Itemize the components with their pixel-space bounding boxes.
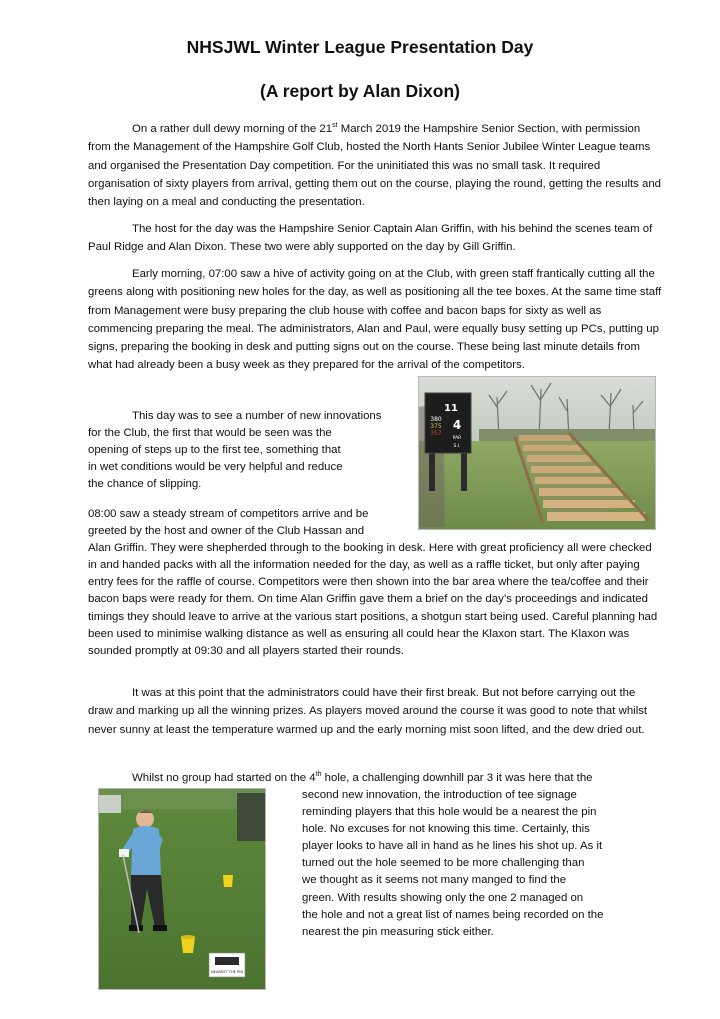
- innovations-line: This day was to see a number of new innovations: [132, 410, 382, 422]
- innovations-line: in wet conditions would be very helpful and reduce: [88, 461, 343, 474]
- photo-first-tee-steps: [418, 376, 656, 530]
- tee-bucket-icon: [181, 935, 195, 953]
- arrival-line: 08:00 saw a steady stream of competitors arrive and be: [88, 508, 369, 520]
- intro-superscript: st: [332, 122, 338, 129]
- fourth-hole-line: the hole and not a great list of names being recorded on the: [302, 908, 604, 921]
- fourth-hole-line: player looks to have all in hand as he lines his shot up. As it: [302, 840, 603, 853]
- fourth-hole-line: nearest the pin measuring stick either.: [302, 925, 494, 938]
- paragraph-innovations: [88, 408, 408, 493]
- first-tee-steps-illustration: [419, 377, 655, 529]
- tee-sign-hole-number: 11: [444, 403, 458, 414]
- tee-sign-yardage: 357: [430, 430, 442, 437]
- tee-sign-par: 4: [452, 418, 462, 432]
- arrival-text: Alan Griffin. They were shepherded through to the booking in desk. Here with great proficiency all were checked in and handed packs with all the information needed for the day, as well as a raffle ticket, but only after paying entry fees for the raffle of course. Competitors were then shown into the bar area where the tea/coffee and their bacon baps were ready for them. On time Alan Griffin gave them a brief on the day’s proceedings and indicated timings they should leave to arrive at the various start positions, a shotgun start being used. Careful planning had been used to minimise walking distance as well as ensuring all could hear the Klaxon start. The Klaxon was sounded promptly at 09:30 and all players started their rounds.: [88, 542, 658, 657]
- fourth-hole-line: we thought as it seems not many manged to find the: [302, 874, 567, 887]
- intro-text-b: March 2019 the Hampshire Senior Section, with permission from the Management of the Hampshire Golf Club, hosted the North Hants Senior Jubilee Winter League teams and organised the Presentation Day competition. For the uninitiated this was no small task. It required organisation of sixty players from arrival, getting them out on the course, playing the round, getting the results and then laying on a meal and conducting the presentation.: [88, 123, 662, 209]
- fourth-hole-line: hole. No excuses for not knowing this time. Certainly, this: [302, 823, 590, 836]
- tee-sign-si-label: S.I.: [453, 444, 461, 449]
- paragraph-early-morning: Early morning, 07:00 saw a hive of activity going on at the Club, with green staff frantically cutting all the greens along with positioning new holes for the day, as well as positioning all the tee boxes. At the same time staff from Management were busy preparing the club house with coffee and bacon baps for sixty as well as commencing preparing the meal. The administrators, Alan and Paul, were equally busy setting up PCs, putting up signs, preparing the booking in desk and putting signs out on the course. These being last minute details from what had already been a busy week as they prepared for the arrival of the competitors.: [88, 268, 662, 372]
- fourth-hole-text-a: Whilst no group had started on the 4: [132, 772, 316, 784]
- arrival-line: greeted by the host and owner of the Club Hassan and: [88, 525, 365, 538]
- paragraph-host: The host for the day was the Hampshire Senior Captain Alan Griffin, with his behind the scenes team of Paul Ridge and Alan Dixon. These two were ably supported on the day by Gill Griffin.: [88, 223, 653, 254]
- fourth-hole-line: second new innovation, the introduction of tee signage: [302, 789, 577, 801]
- intro-text-a: On a rather dull dewy morning of the 21: [132, 123, 333, 135]
- paragraph-fourth-hole-intro: [88, 769, 662, 787]
- nearest-pin-sign: [209, 953, 245, 977]
- paragraph-break: It was at this point that the administrators could have their first break. But not before carrying out the draw and marking up all the winning prizes. As players moved around the course it was good to note that whilst never sunny at least the temperature warmed up and the early morning mist soon lifted, and the dew dried out.: [88, 687, 648, 736]
- fourth-hole-line: reminding players that this hole would be a nearest the pin: [302, 806, 597, 819]
- fourth-hole-superscript: th: [315, 771, 322, 778]
- innovations-line: opening of steps up to the first tee, something that: [88, 444, 341, 457]
- page-subtitle: (A report by Alan Dixon): [260, 81, 460, 101]
- innovations-line: for the Club, the first that would be seen was the: [88, 427, 332, 440]
- page-title: NHSJWL Winter League Presentation Day: [186, 37, 534, 57]
- tee-sign-par-label: PAR: [452, 436, 462, 441]
- fourth-hole-text-b: hole, a challenging downhill par 3 it was here that the: [321, 772, 593, 784]
- paragraph-intro: [88, 120, 662, 211]
- innovations-line: the chance of slipping.: [88, 478, 202, 491]
- fourth-hole-line: turned out the hole seemed to be more challenging than: [302, 857, 585, 870]
- tee-sign-yardage: 380: [430, 416, 442, 423]
- golfer-illustration: [99, 789, 265, 989]
- fourth-hole-line: green. With results showing only the one 2 managed on: [302, 891, 584, 904]
- photo-fourth-hole-golfer: [98, 788, 266, 990]
- tee-sign-yardage: 375: [430, 423, 442, 430]
- paragraph-fourth-hole: [302, 787, 662, 941]
- tee-bucket-icon: [223, 875, 233, 887]
- nearest-pin-sign-text: NEAREST THE PIN: [210, 970, 244, 974]
